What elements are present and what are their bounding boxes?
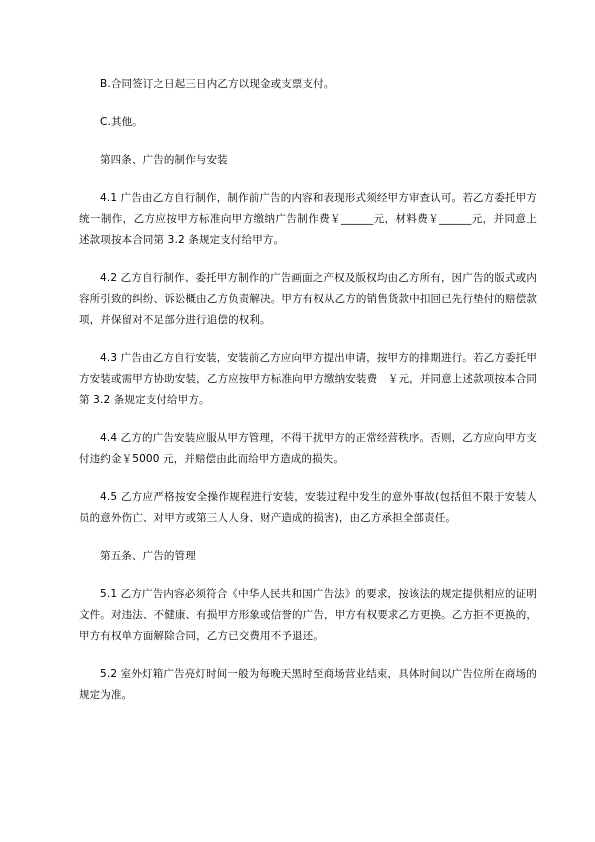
paragraph-gap	[79, 647, 537, 664]
paragraph-gap	[79, 171, 537, 188]
paragraph-gap	[79, 411, 537, 428]
document-body	[79, 74, 537, 706]
clause-4-3: 4.3 广告由乙方自行安装，安装前乙方应向甲方提出申请，按甲方的排期进行。若乙方委托甲方安装或需甲方协助安装，乙方应按甲方标准向甲方缴纳安装费 ￥元，并同意上述款项按本合同第 3.2 条规定支付给甲方。	[79, 352, 537, 406]
clause-b: B.合同签订之日起三日内乙方以现金或支票支付。	[100, 78, 335, 90]
clause-5-2: 5.2 室外灯箱广告亮灯时间一般为每晚天黑时至商场营业结束，具体时间以广告位所在商场的规定为准。	[79, 668, 537, 701]
paragraph-gap	[79, 529, 537, 546]
clause-4-1: 4.1 广告由乙方自行制作，制作前广告的内容和表现形式须经甲方审查认可。若乙方委托甲方统一制作，乙方应按甲方标准向甲方缴纳广告制作费￥______元，材料费￥______元，并同意上述款项按本合同第 3.2 条规定支付给甲方。	[79, 192, 537, 246]
clause-5-1: 5.1 乙方广告内容必须符合《中华人民共和国广告法》的要求，按该法的规定提供相应的证明文件。对违法、不健康、有损甲方形象或信誉的广告，甲方有权要求乙方更换。乙方拒不更换的，甲方有权单方面解除合同，乙方已交费用不予退还。	[79, 588, 537, 642]
paragraph-gap	[79, 470, 537, 487]
paragraph-gap	[79, 567, 537, 584]
paragraph-gap	[79, 133, 537, 150]
clause-c: C.其他。	[100, 116, 143, 128]
clause-4-2: 4.2 乙方自行制作、委托甲方制作的广告画面之产权及版权均由乙方所有，因广告的版式或内容所引致的纠纷、诉讼概由乙方负责解决。甲方有权从乙方的销售货款中扣回已先行垫付的赔偿款项，并保留对不足部分进行追偿的权利。	[79, 272, 537, 326]
paragraph-gap	[79, 331, 537, 348]
clause-4-5: 4.5 乙方应严格按安全操作规程进行安装，安装过程中发生的意外事故(包括但不限于安装人员的意外伤亡、对甲方或第三人人身、财产造成的损害)，由乙方承担全部责任。	[79, 491, 537, 524]
paragraph-gap	[79, 251, 537, 268]
paragraph-gap	[79, 95, 537, 112]
section-5-heading: 第五条、广告的管理	[100, 550, 196, 562]
clause-4-4: 4.4 乙方的广告安装应服从甲方管理，不得干扰甲方的正常经营秩序。否则，乙方应向甲方支付违约金￥5000 元，并赔偿由此而给甲方造成的损失。	[79, 432, 537, 465]
section-4-heading: 第四条、广告的制作与安装	[100, 154, 228, 166]
